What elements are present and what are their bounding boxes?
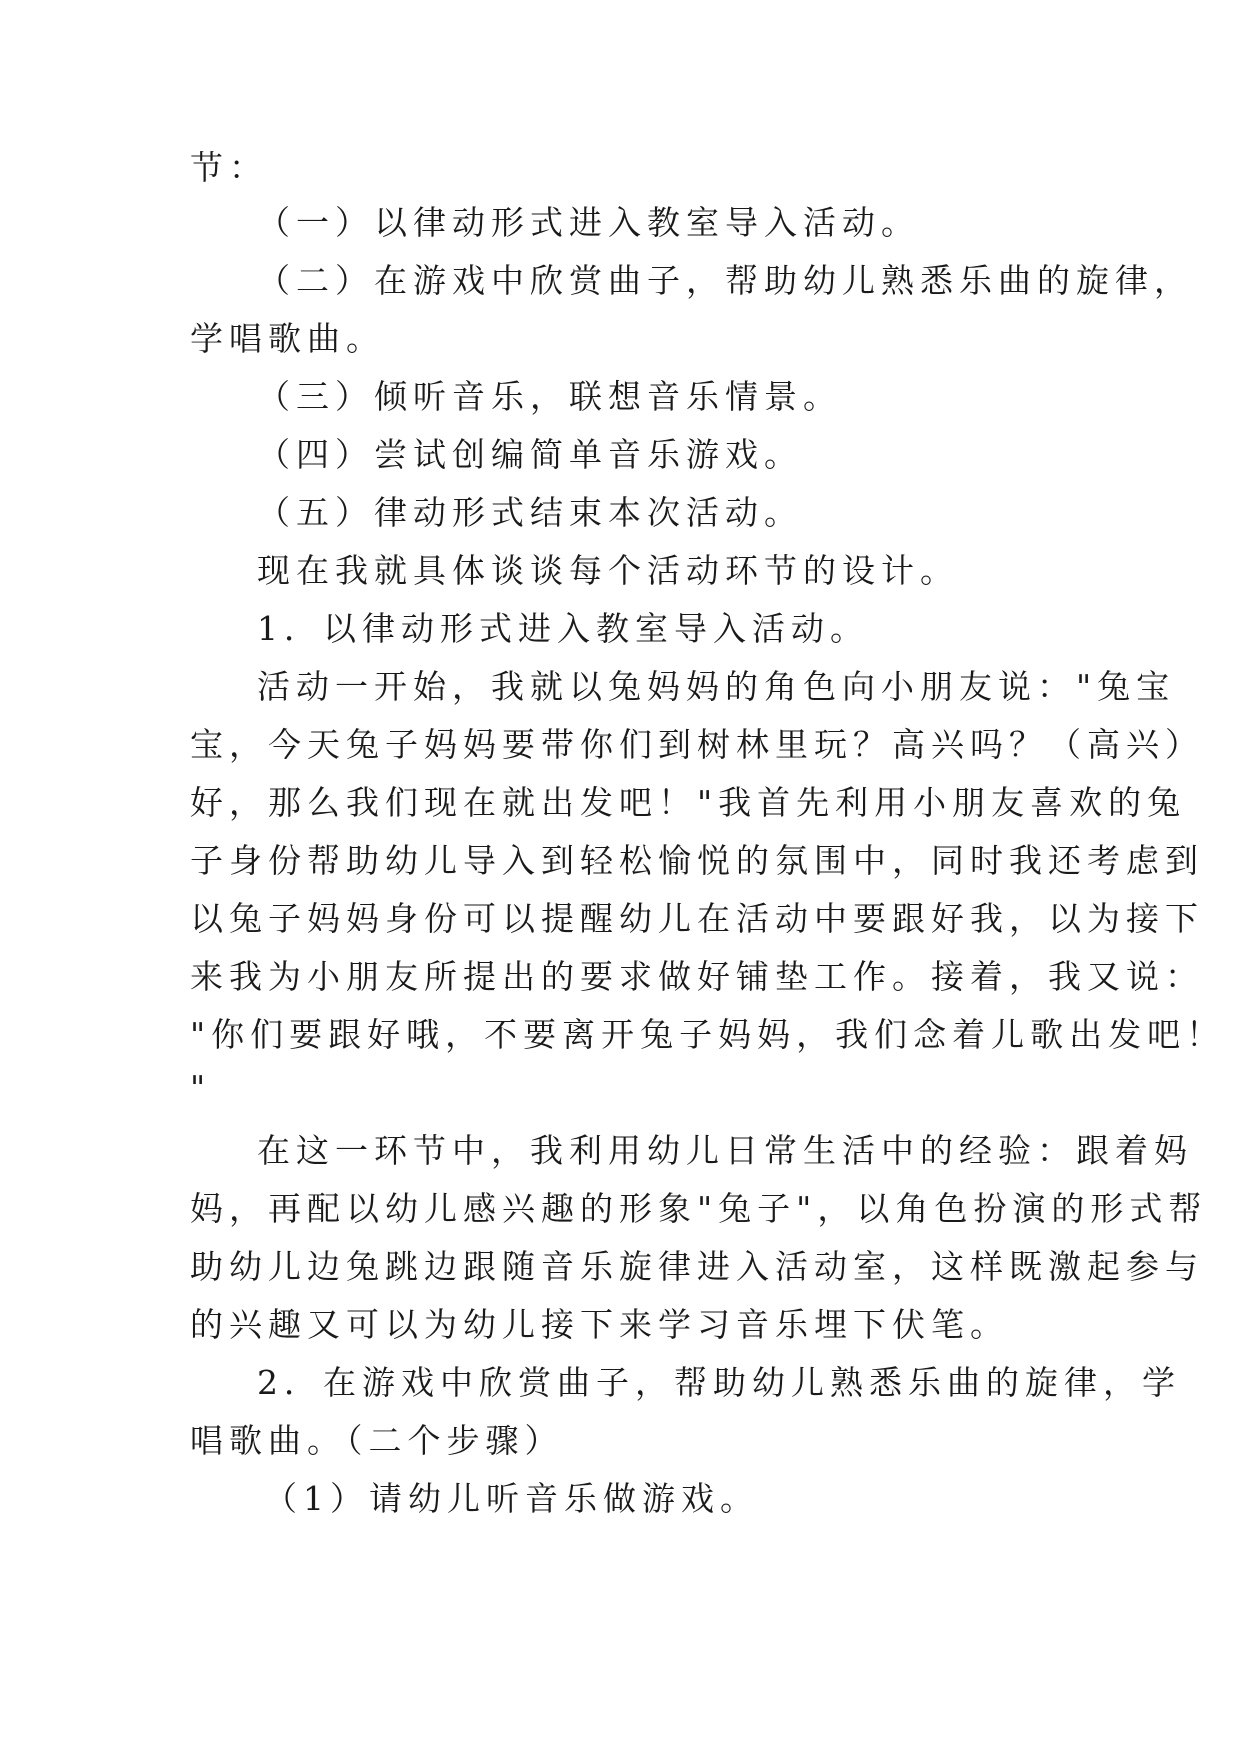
- text-line: 妈，再配以幼儿感兴趣的形象"兔子"，以角色扮演的形式帮: [190, 1189, 1208, 1228]
- text-line: 1．以律动形式进入教室导入活动。: [257, 609, 869, 648]
- text-line: （1）请幼儿听音乐做游戏。: [264, 1479, 759, 1518]
- text-line: （一）以律动形式进入教室导入活动。: [257, 203, 920, 242]
- text-line: （二）在游戏中欣赏曲子，帮助幼儿熟悉乐曲的旋律，: [257, 261, 1193, 300]
- text-line: 唱歌曲。（二个步骤）: [190, 1421, 564, 1460]
- text-line: 现在我就具体谈谈每个活动环节的设计。: [257, 551, 959, 590]
- text-line: 活动一开始，我就以兔妈妈的角色向小朋友说："兔宝: [257, 667, 1176, 706]
- text-line: 宝，今天兔子妈妈要带你们到树林里玩？高兴吗？（高兴）: [190, 725, 1204, 764]
- text-line: 节：: [190, 148, 268, 187]
- text-line: 2．在游戏中欣赏曲子，帮助幼儿熟悉乐曲的旋律，学: [257, 1363, 1181, 1402]
- text-line: 的兴趣又可以为幼儿接下来学习音乐埋下伏笔。: [190, 1305, 1009, 1344]
- text-line: （五）律动形式结束本次活动。: [257, 493, 803, 532]
- text-line: ": [190, 1068, 212, 1107]
- text-line: 子身份帮助幼儿导入到轻松愉悦的氛围中，同时我还考虑到: [190, 841, 1204, 880]
- text-line: （四）尝试创编简单音乐游戏。: [257, 435, 803, 474]
- text-line: 助幼儿边兔跳边跟随音乐旋律进入活动室，这样既激起参与: [190, 1247, 1204, 1286]
- text-line: 来我为小朋友所提出的要求做好铺垫工作。接着，我又说：: [190, 957, 1204, 996]
- text-line: 在这一环节中，我利用幼儿日常生活中的经验：跟着妈: [257, 1131, 1193, 1170]
- text-line: "你们要跟好哦，不要离开兔子妈妈，我们念着儿歌出发吧！: [190, 1015, 1226, 1054]
- text-line: 好，那么我们现在就出发吧！"我首先利用小朋友喜欢的兔: [190, 783, 1187, 822]
- text-line: 学唱歌曲。: [190, 319, 385, 358]
- text-line: 以兔子妈妈身份可以提醒幼儿在活动中要跟好我，以为接下: [190, 899, 1204, 938]
- text-line: （三）倾听音乐，联想音乐情景。: [257, 377, 842, 416]
